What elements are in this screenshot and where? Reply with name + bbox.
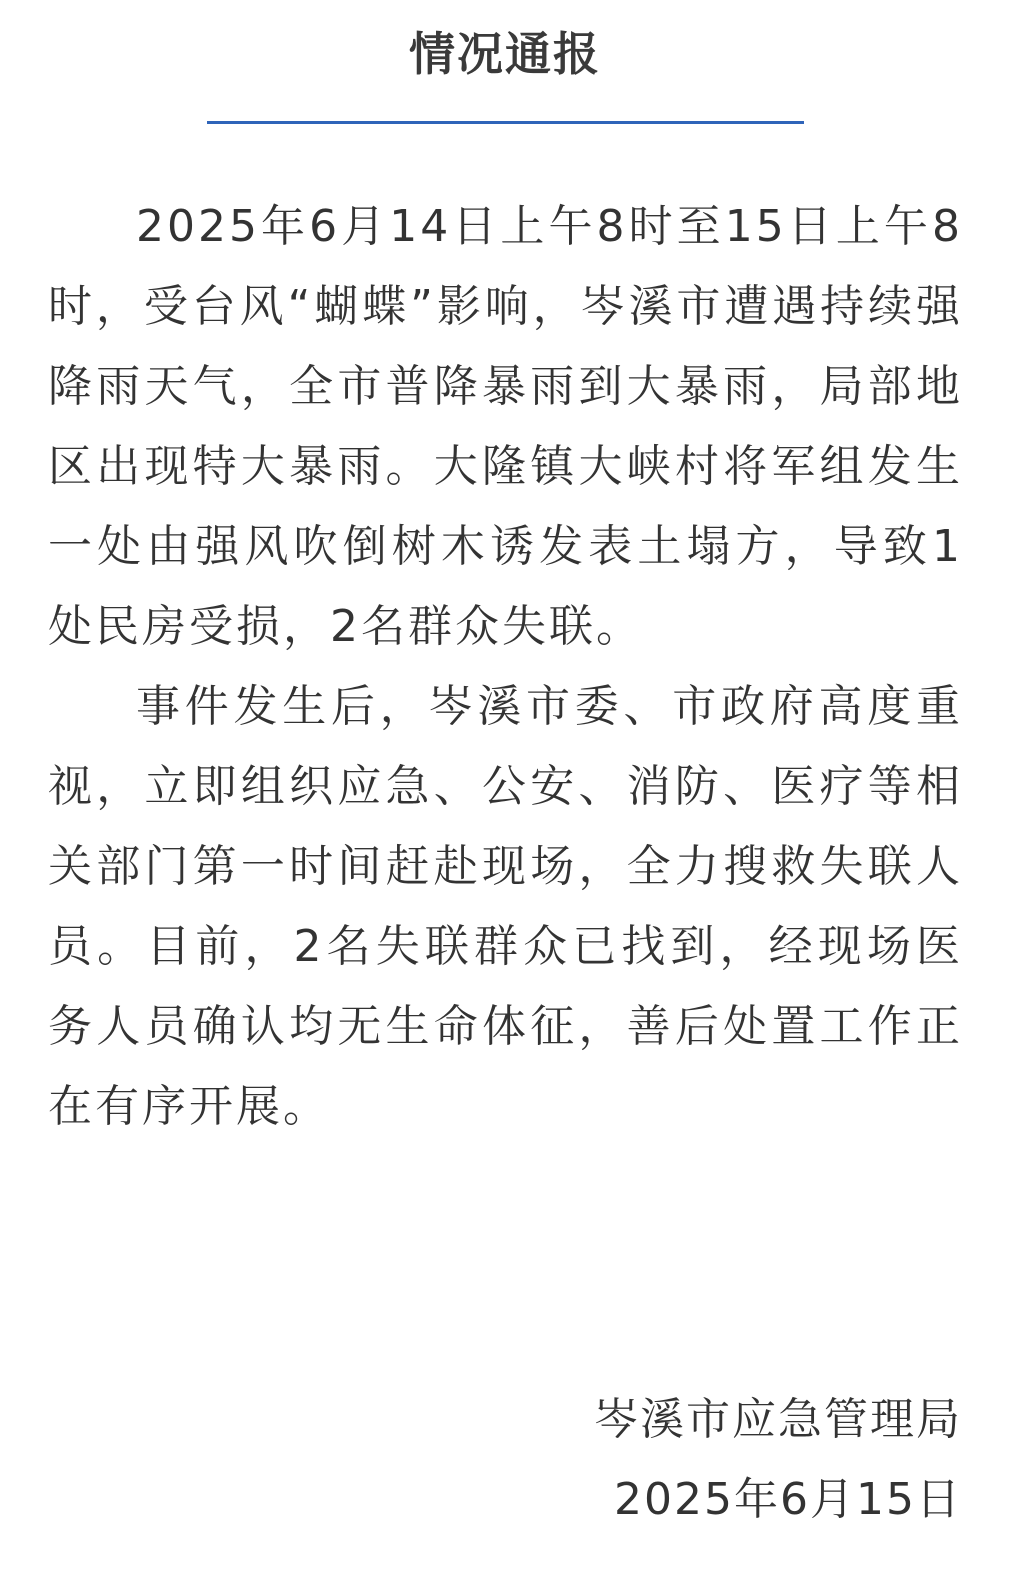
paragraph-2: 事件发生后，岑溪市委、市政府高度重视，立即组织应急、公安、消防、医疗等相关部门第一时间赶赴现场，全力搜救失联人员。目前，2名失联群众已找到，经现场医务人员确认均无生命体征，善后处置工作正在有序开展。 bbox=[48, 681, 963, 1132]
issue-date: 2025年6月15日 bbox=[614, 1474, 962, 1525]
notice-title: 情况通报 bbox=[409, 27, 601, 81]
notice-body bbox=[48, 187, 963, 1147]
title-divider bbox=[207, 121, 804, 124]
signature-block bbox=[594, 1380, 962, 1540]
issuer-name: 岑溪市应急管理局 bbox=[594, 1394, 962, 1445]
paragraph-1: 2025年6月14日上午8时至15日上午8时，受台风“蝴蝶”影响，岑溪市遭遇持续强降雨天气，全市普降暴雨到大暴雨，局部地区出现特大暴雨。大隆镇大峡村将军组发生一处由强风吹倒树木诱发表土塌方，导致1处民房受损，2名群众失联。 bbox=[48, 201, 963, 652]
